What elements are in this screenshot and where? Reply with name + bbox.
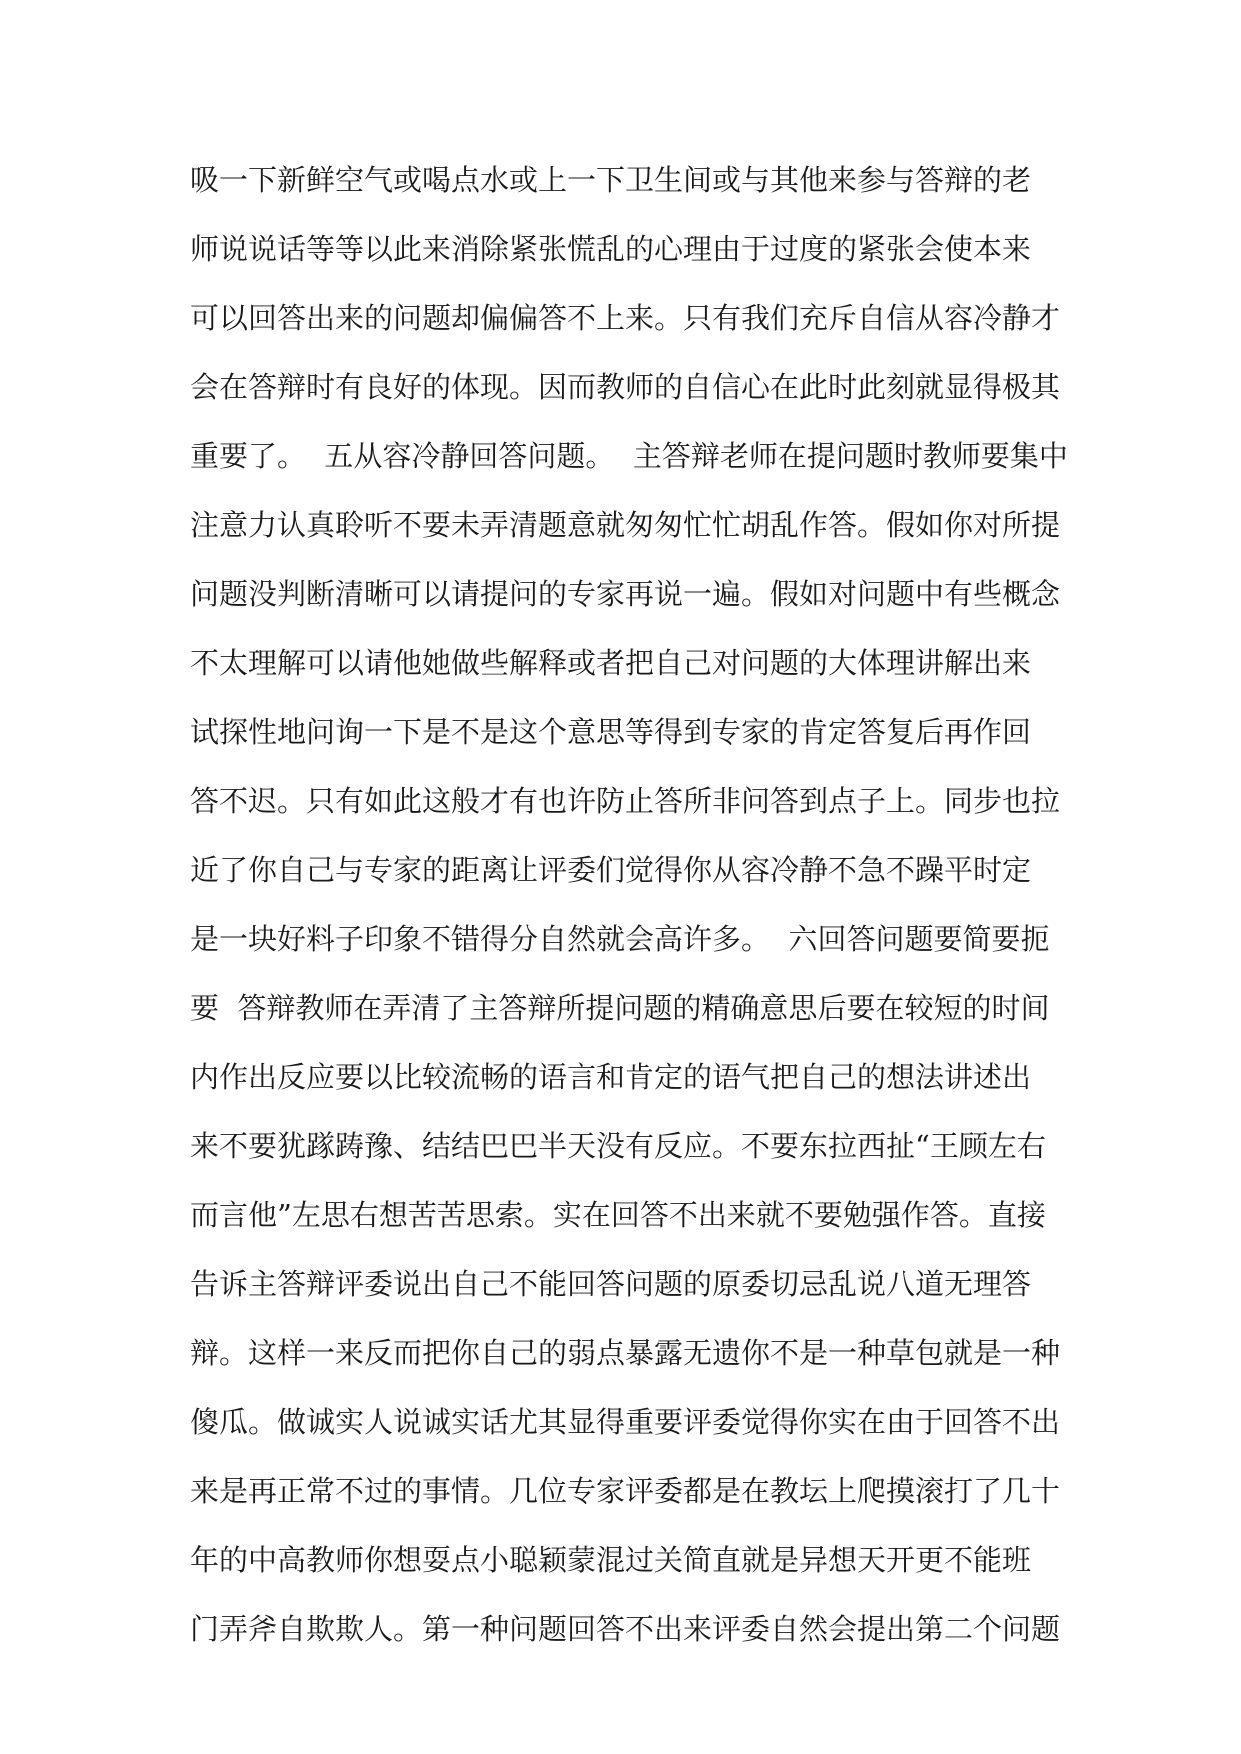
text-line: 要 答辩教师在弄清了主答辩所提问题的精确意思后要在较短的时间	[190, 991, 1050, 1025]
text-line: 重要了。 五从容冷静回答问题。 主答辩老师在提问题时教师要集中	[190, 439, 1068, 473]
text-line: 而言他”左思右想苦苦思索。实在回答不出来就不要勉强作答。直接	[190, 1198, 1046, 1232]
text-line: 门弄斧自欺欺人。第一种问题回答不出来评委自然会提出第二个问题	[190, 1612, 1061, 1646]
text-line: 注意力认真聆听不要未弄清题意就匆匆忙忙胡乱作答。假如你对所提	[190, 508, 1061, 542]
text-line: 近了你自己与专家的距离让评委们觉得你从容冷静不急不躁平时定	[190, 853, 1032, 887]
text-line: 内作出反应要以比较流畅的语言和肯定的语气把自己的想法讲述出	[190, 1060, 1032, 1094]
text-line: 问题没判断清晰可以请提问的专家再说一遍。假如对问题中有些概念	[190, 577, 1061, 611]
text-line: 来是再正常不过的事情。几位专家评委都是在教坛上爬摸滚打了几十	[190, 1474, 1061, 1508]
text-line: 傻瓜。做诚实人说诚实话尤其显得重要评委觉得你实在由于回答不出	[190, 1405, 1061, 1439]
text-line: 辩。这样一来反而把你自己的弱点暴露无遗你不是一种草包就是一种	[190, 1336, 1061, 1370]
text-line: 会在答辩时有良好的体现。因而教师的自信心在此时此刻就显得极其	[190, 370, 1061, 404]
text-line: 可以回答出来的问题却偏偏答不上来。只有我们充斥自信从容冷静才	[190, 301, 1061, 335]
text-line: 告诉主答辩评委说出自己不能回答问题的原委切忌乱说八道无理答	[190, 1267, 1032, 1301]
text-line: 师说说话等等以此来消除紧张慌乱的心理由于过度的紧张会使本来	[190, 232, 1032, 266]
text-line: 是一块好料子印象不错得分自然就会高许多。 六回答问题要简要扼	[190, 922, 1050, 956]
text-line: 答不迟。只有如此这般才有也许防止答所非问答到点子上。同步也拉	[190, 784, 1061, 818]
text-line: 不太理解可以请他她做些解释或者把自己对问题的大体理讲解出来	[190, 646, 1032, 680]
text-line: 吸一下新鲜空气或喝点水或上一下卫生间或与其他来参与答辩的老	[190, 163, 1032, 197]
body-text	[190, 160, 1070, 1678]
text-line: 试探性地问询一下是不是这个意思等得到专家的肯定答复后再作回	[190, 715, 1032, 749]
text-line: 年的中高教师你想耍点小聪颖蒙混过关简直就是异想天开更不能班	[190, 1543, 1032, 1577]
text-line: 来不要犹䠔踌豫、结结巴巴半天没有反应。不要东拉西扯“王顾左右	[190, 1129, 1046, 1163]
